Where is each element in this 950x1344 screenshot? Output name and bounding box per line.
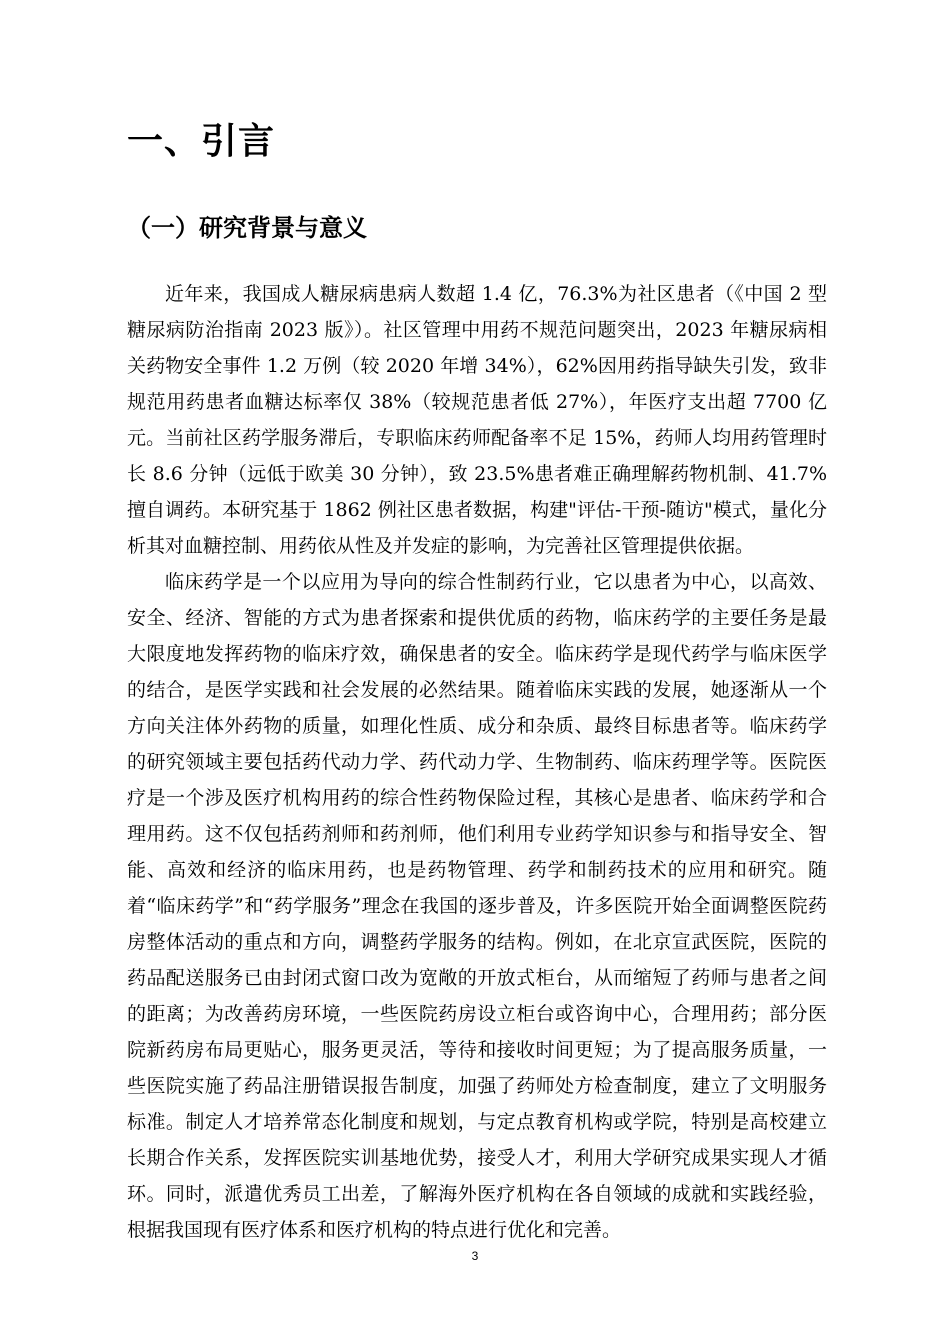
paragraph-background: 近年来，我国成人糖尿病患病人数超 1.4 亿，76.3%为社区患者（《中国 2 型糖尿病防治指南 2023 版》）。社区管理中用药不规范问题突出，2023 年糖尿病相关药物安全事件 1.2 万例（较 2020 年增 34%），62%因用药指导缺失引发，致非规范用药患者血糖达标率仅 38%（较规范患者低 27%），年医疗支出超 7700 亿元。当前社区药学服务滞后，专职临床药师配备率不足 15%，药师人均用药管理时长 8.6 分钟（远低于欧美 30 分钟），致 23.5%患者难正确理解药物机制、41.7%擅自调药。本研究基于 1862 例社区患者数据，构建"评估-干预-随访"模式，量化分析其对血糖控制、用药依从性及并发症的影响，为完善社区管理提供依据。 — [127, 283, 827, 557]
section-heading: 一、引言 — [127, 121, 276, 162]
subsection-heading: （一）研究背景与意义 — [127, 214, 367, 242]
body-text — [127, 276, 827, 1248]
paragraph-clinical-pharmacy: 临床药学是一个以应用为导向的综合性制药行业，它以患者为中心，以高效、安全、经济、智能的方式为患者探索和提供优质的药物，临床药学的主要任务是最大限度地发挥药物的临床疗效，确保患者的安全。临床药学是现代药学与临床医学的结合，是医学实践和社会发展的必然结果。随着临床实践的发展，她逐渐从一个方向关注体外药物的质量，如理化性质、成分和杂质、最终目标患者等。临床药学的研究领域主要包括药代动力学、药代动力学、生物制药、临床药理学等。医院医疗是一个涉及医疗机构用药的综合性药物保险过程，其核心是患者、临床药学和合理用药。这不仅包括药剂师和药剂师，他们利用专业药学知识参与和指导安全、智能、高效和经济的临床用药，也是药物管理、药学和制药技术的应用和研究。随着“临床药学”和“药学服务”理念在我国的逐步普及，许多医院开始全面调整医院药房整体活动的重点和方向，调整药学服务的结构。例如，在北京宣武医院，医院的药品配送服务已由封闭式窗口改为宽敞的开放式柜台，从而缩短了药师与患者之间的距离；为改善药房环境，一些医院药房设立柜台或咨询中心，合理用药；部分医院新药房布局更贴心，服务更灵活，等待和接收时间更短；为了提高服务质量，一些医院实施了药品注册错误报告制度，加强了药师处方检查制度，建立了文明服务标准。制定人才培养常态化制度和规划，与定点教育机构或学院，特别是高校建立长期合作关系，发挥医院实训基地优势，接受人才，利用大学研究成果实现人才循环。同时，派遣优秀员工出差，了解海外医疗机构在各自领域的成就和实践经验，根据我国现有医疗体系和医疗机构的特点进行优化和完善。 — [127, 571, 827, 1241]
page-number: 3 — [471, 1249, 479, 1263]
